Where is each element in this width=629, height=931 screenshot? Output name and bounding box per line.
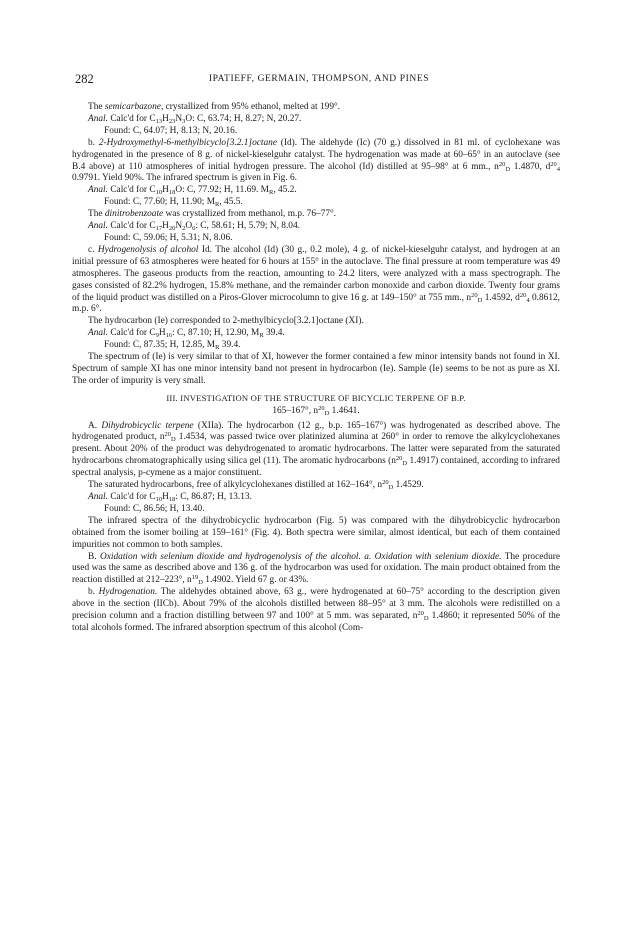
found-line: Found: C, 86.56; H, 13.40. <box>104 503 205 514</box>
paragraph: The infrared spectra of the dihydrobicyclic hydrocarbon (Fig. 5) was compared with the dihydrobicyclic hydrocarbon obtained from the isomer boiling at 159–161° (Fig. 4). Both spectra were similar, almost identical, but each of them contained impurities not common to both samples. <box>72 515 560 550</box>
section-heading: III. INVESTIGATION OF THE STRUCTURE OF BICYCLIC TERPENE OF B.P. 165–167°, $n^{20}_D$ 1.4641. <box>166 392 466 417</box>
analysis-line: Anal. Calc'd for $C_{10}H_{18}$: C, 86.87; H, 13.13. <box>88 492 252 503</box>
running-header <box>75 72 563 86</box>
analysis-line: Anal. Calc'd for $C_{17}H_{20}N_2O_6$: C, 58.61; H, 5.79; N, 8.04. <box>88 221 300 233</box>
analysis-line: Anal. Calc'd for $C_9H_{16}$: C, 87.10; H, 12.90, $M_R$ 39.4. <box>88 328 285 340</box>
analysis-line: Anal. Calc'd for $C_{13}H_{23}N_3O$: C, 63.74; H, 8.27; N, 20.27. <box>88 113 302 125</box>
paragraph: B. Oxidation with selenium dioxide and hydrogenolysis of the alcohol. a. Oxidation with selenium dioxide. The procedure used was the same as described above and 136 g. of the hydrocarbon was used for oxidation. The main product obtained from the reaction distilled at 212–223°, $n^{19}_D$ 1.4902. Yield 67 g. or 43%. <box>72 551 561 587</box>
found-line: Found: C, 77.60; H, 11.90; $M_R$, 45.5. <box>104 197 243 209</box>
page-number: 282 <box>75 72 94 86</box>
paragraph: The hydrocarbon (Ie) corresponded to 2-methylbicyclo[3.2.1]octane (XI). <box>88 316 364 327</box>
article-body <box>72 102 560 635</box>
paragraph: b. 2-Hydroxymethyl-6-methylbicyclo[3.2.1]octane (Id). The aldehyde (Ic) (70 g.) dissolved in 81 ml. of cyclohexane was hydrogenated in the presence of 8 g. of nickel-kieselguhr catalyst. The hydrogenation was made at 60–65° in an autoclave (see B.4 above) at 110 atmospheres of initial hydrogen pressure. The alcohol (Id) distilled at 95–98° at 6 mm., $n^{20}_D$ 1.4870, $d^{20}_4$ 0.9791. Yield 90%. The infrared spectrum is given in Fig. 6. <box>72 137 560 184</box>
found-line: Found: C, 59.06; H, 5.31; N, 8.06. <box>104 232 233 243</box>
paragraph: b. Hydrogenation. The aldehydes obtained above, 63 g., were hydrogenated at 60–75° according to the description given above in the section (IICb). About 79% of the alcohols distilled between 88–95° at 3 mm. The alcohols were redistilled on a precision column and a fraction distilling between 97 and 100° at 5 mm. was separated, $n^{20}_D$ 1.4860; it represented 50% of the total alcohols formed. The infrared absorption spectrum of this alcohol (Com- <box>72 587 560 633</box>
found-line: Found: C, 64.07; H, 8.13; N, 20.16. <box>104 125 238 136</box>
paragraph: A. Dihydrobicyclic terpene (XIIa). The hydrocarbon (12 g., b.p. 165–167°) was hydrogenated as described above. The hydrogenated product, $n^{20}_D$ 1.4534, was passed twice over platinized alumina at 260° in order to remove the alkylcyclohexanes present. About 20% of the product was dehydrogenated to aromatic hydrocarbons. The latter were separated from the saturated hydrocarbons chromatographically using silica gel (11). The aromatic hydrocarbons ($n^{20}_D$ 1.4917) contained, according to infrared spectral analysis, p-cymene as a major constituent. <box>72 420 561 479</box>
running-head-authors: IPATIEFF, GERMAIN, THOMPSON, AND PINES <box>208 74 430 84</box>
paragraph: The semicarbazone, crystallized from 95% ethanol, melted at 199°. <box>88 102 341 112</box>
paragraph: The spectrum of (Ie) is very similar to that of XI, however the former contained a few minor intensity bands not found in XI. Spectrum of sample XI has one minor intensity band not present in hydrocarbon (Ie). Sample (Ie) seems to be not as pure as XI. The order of impurity is very small. <box>72 352 560 386</box>
analysis-line: Anal. Calc'd for $C_{10}H_{18}O$: C, 77.92; H, 11.69. $M_R$, 45.2. <box>88 185 297 197</box>
paragraph: The saturated hydrocarbons, free of alkylcyclohexanes distilled at 162–164°, $n^{20}_D$ 1.4529. <box>88 479 424 492</box>
paragraph: c. Hydrogenolysis of alcohol Id. The alcohol (Id) (30 g., 0.2 mole), 4 g. of nickel-kieselguhr catalyst, and hydrogen at an initial pressure of 63 atmospheres were heated for 6 hours at 155° in the autoclave. The final pressure at room temperature was 49 atmospheres. The gaseous products from the reaction, amounting to 24.2 liters, were analyzed with a mass spectrograph. The gases consisted of 82.2% hydrogen, 15.8% methane, and the remainder carbon monoxide and carbon dioxide. Twenty four grams of the liquid product was distilled on a Piros-Glover microcolumn to give 16 g. at 149–150° at 755 mm., $n^{20}_D$ 1.4592, $d^{20}_4$ 0.8612, m.p. 6°. <box>72 244 561 315</box>
found-line: Found: C, 87.35; H, 12.85, $M_R$ 39.4. <box>104 340 241 352</box>
paragraph: The dinitrobenzoate was crystallized from methanol, m.p. 76–77°. <box>88 209 337 220</box>
